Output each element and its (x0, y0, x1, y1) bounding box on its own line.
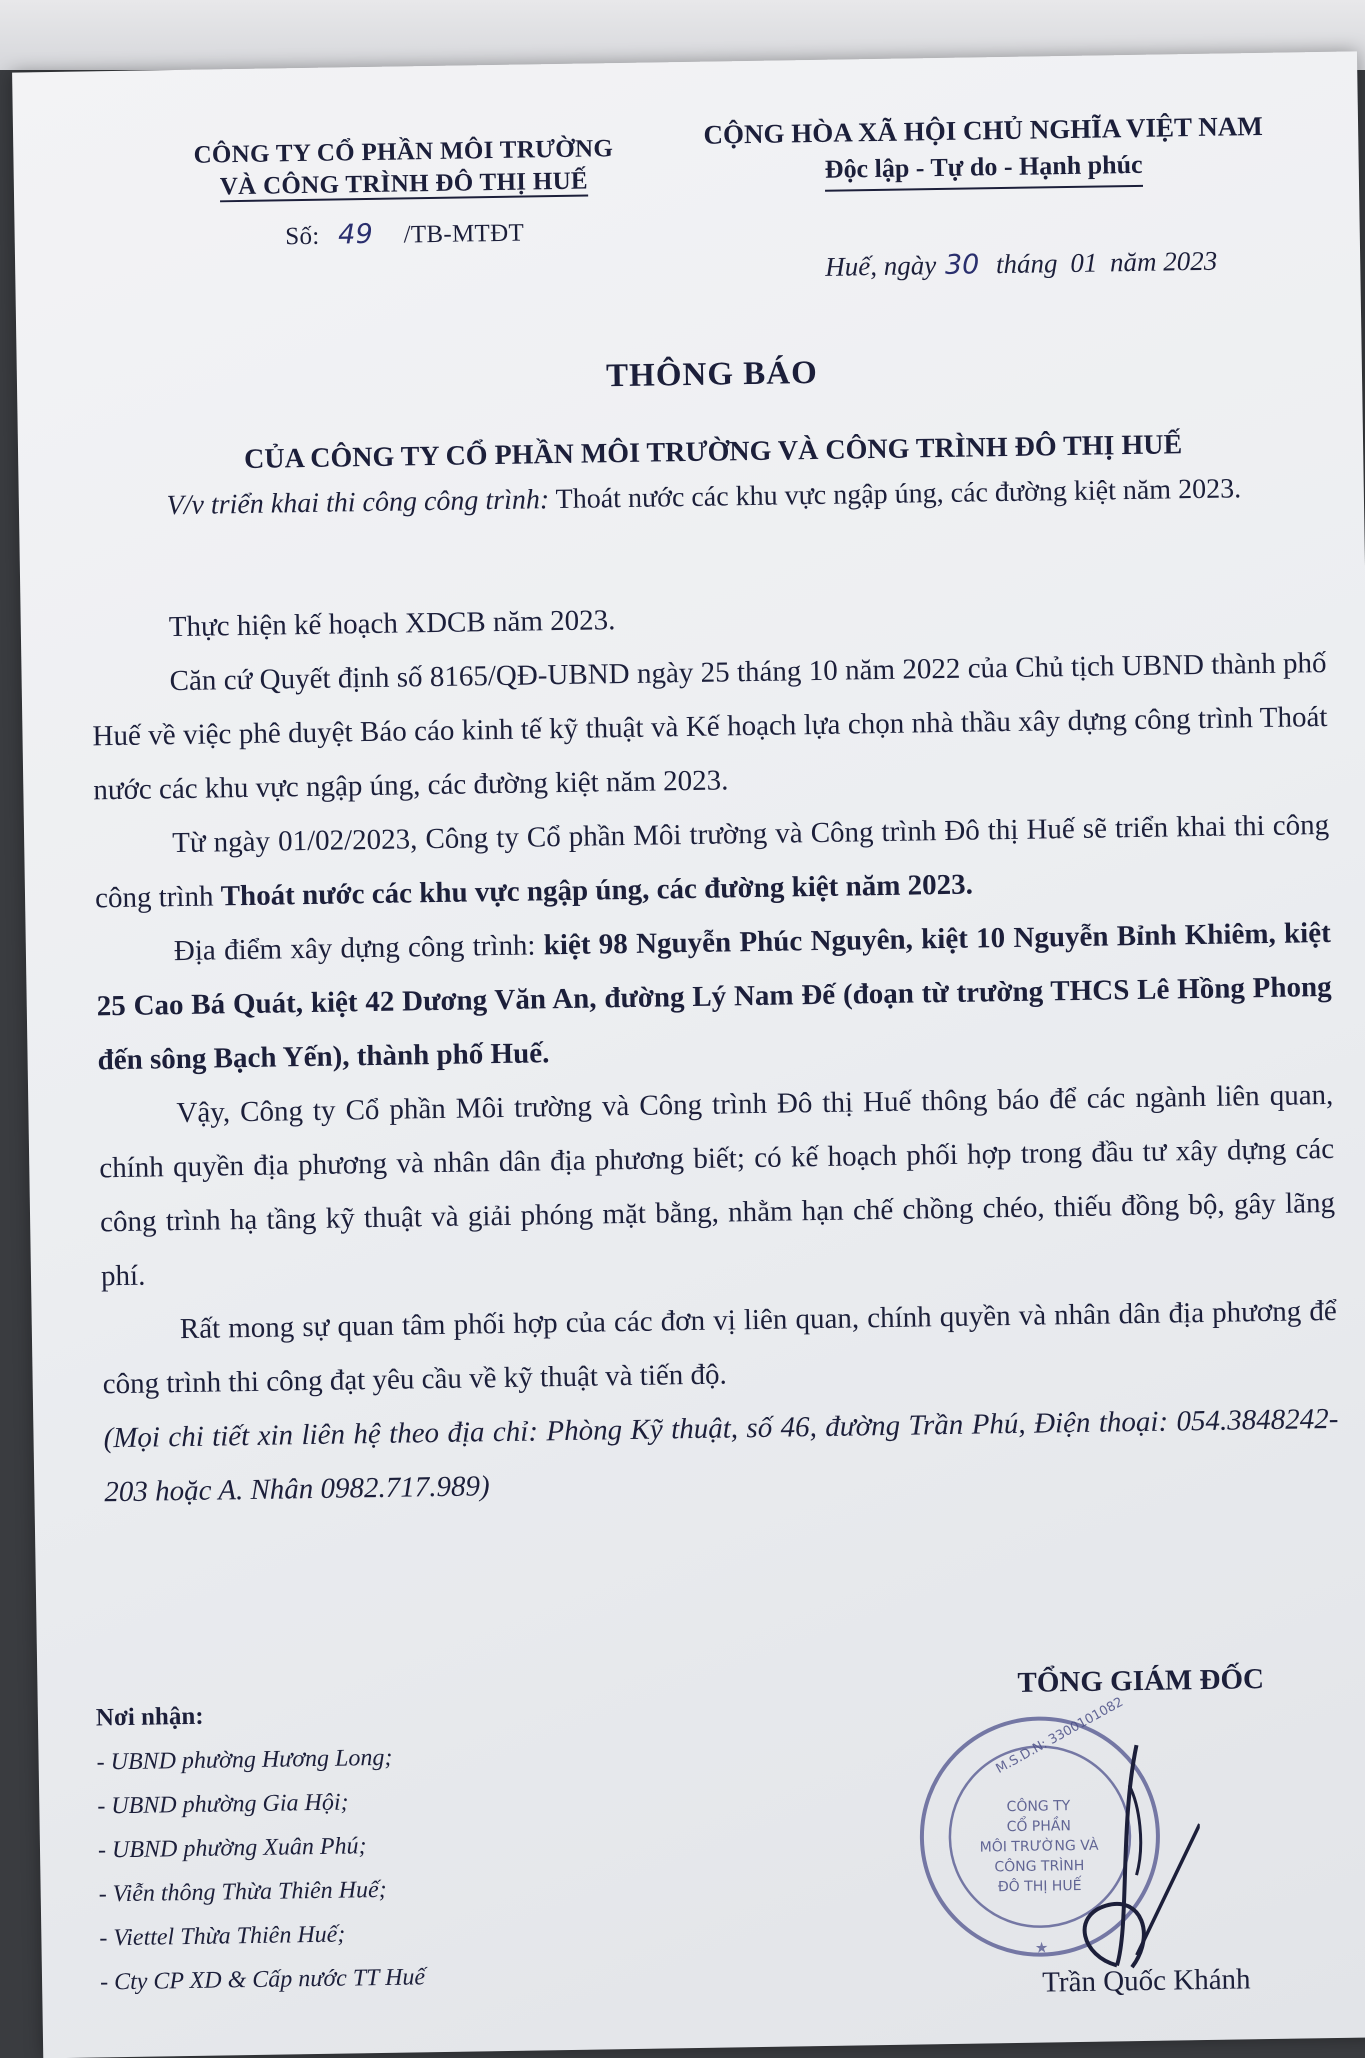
issuer-block (143, 132, 665, 255)
seal-line: CÔNG TRÌNH (994, 1857, 1085, 1876)
date-year-label: năm (1109, 246, 1157, 278)
date-month: 01 (1070, 247, 1098, 278)
project-name: Thoát nước các khu vực ngập úng, các đường kiệt năm 2023. (220, 868, 974, 913)
recipient-item: - Viettel Thừa Thiên Huế; (99, 1921, 346, 1952)
document-subtitle: CỦA CÔNG TY CỔ PHẦN MÔI TRƯỜNG VÀ CÔNG TRÌNH ĐÔ THỊ HUẾ (243, 429, 1183, 475)
national-header (663, 107, 1304, 194)
recipients-block (96, 1688, 661, 2005)
seal-line: CỔ PHẦN (1006, 1818, 1072, 1836)
seal-line: MÔI TRƯỜNG VÀ (979, 1837, 1099, 1856)
paragraph-start-date (94, 798, 1331, 925)
svg-text:★: ★ (1034, 1938, 1049, 1957)
recipient-item: - Viễn thông Thừa Thiên Huế; (98, 1876, 387, 1908)
recipients-heading: Nơi nhận: (95, 1702, 204, 1732)
contact-note: (Mọi chi tiết xin liên hệ theo địa chỉ: Phòng Kỹ thuật, số 46, đường Trần Phú, Điện thoại: 054.3848242-203 hoặc A. Nhân 0982.717.989) (103, 1402, 1339, 1509)
number-suffix: /TB-MTĐT (403, 219, 525, 249)
start-date-text: Từ ngày 01/02/2023, Công ty Cổ phần Môi trường và Công trình Đô thị Huế sẽ triển khai thi công công trình (94, 808, 1330, 915)
issuer-name-line2: VÀ CÔNG TRÌNH ĐÔ THỊ HUẾ (219, 167, 589, 201)
document-body (90, 582, 1339, 1519)
date-prefix: Huế, ngày (824, 250, 937, 282)
paragraph-plan: Thực hiện kế hoạch XDCB năm 2023. (168, 604, 616, 644)
recipient-item: - UBND phường Hương Long; (96, 1744, 393, 1776)
document-subject (109, 468, 1299, 527)
document-content (83, 82, 1339, 1999)
document-title: THÔNG BÁO (605, 354, 818, 395)
signer-role: TỔNG GIÁM ĐỐC (1017, 1663, 1265, 1699)
seal-id-text: M.S.D.N: 3300101082 (993, 1694, 1126, 1777)
paragraph-legal-basis: Căn cứ Quyết định số 8165/QĐ-UBND ngày 25 tháng 10 năm 2022 của Chủ tịch UBND thành phố Huế về việc phê duyệt Báo cáo kinh tế kỹ thuật và Kế hoạch lựa chọn nhà thầu xây dựng công trình Thoát nước các khu vực ngập úng, các đường kiệt năm 2023. (92, 646, 1328, 807)
nation-title: CỘNG HÒA XÃ HỘI CHỦ NGHĨA VIỆT NAM (703, 110, 1263, 150)
document-page (12, 51, 1365, 2058)
issue-date (825, 244, 1345, 283)
paragraph-notice: Vậy, Công ty Cổ phần Môi trường và Công trình Đô thị Huế thông báo để các ngành liên quan, chính quyền địa phương và nhân dân địa phương biết; có kế hoạch phối hợp trong đầu tư xây dựng các công trình hạ tầng kỹ thuật và giải phóng mặt bằng, nhằm hạn chế chồng chéo, thiếu đồng bộ, gây lãng phí. (99, 1078, 1336, 1293)
seal-line: ĐÔ THỊ HUẾ (997, 1877, 1082, 1896)
location-label: Địa điểm xây dựng công trình: (173, 929, 536, 968)
date-day: 30 (944, 249, 980, 281)
signer-name: Trần Quốc Khánh (1041, 1963, 1251, 1999)
recipient-item: - UBND phường Xuân Phú; (97, 1833, 367, 1864)
subject-text: Thoát nước các khu vực ngập úng, các đường kiệt năm 2023. (555, 473, 1242, 516)
seal-text (963, 1795, 1115, 1897)
paragraph-request: Rất mong sự quan tâm phối hợp của các đơn vị liên quan, chính quyền và nhân dân địa phương để công trình thi công đạt yêu cầu về kỹ thuật và tiến độ. (102, 1294, 1337, 1401)
location-list: kiệt 98 Nguyễn Phúc Nguyên, kiệt 10 Nguyễn Bỉnh Khiêm, kiệt 25 Cao Bá Quát, kiệt 42 Dương Văn An, đường Lý Nam Đế (đoạn từ trường THCS Lê Hồng Phong đến sông Bạch Yến), thành phố Huế. (96, 916, 1332, 1077)
nation-motto: Độc lập - Tự do - Hạnh phúc (825, 147, 1143, 192)
issuer-name-line1: CÔNG TY CỔ PHẦN MÔI TRƯỜNG (193, 135, 614, 169)
paragraph-location (95, 906, 1332, 1087)
document-number (144, 214, 664, 255)
recipient-item: - Cty CP XD & Cấp nước TT Huế (99, 1964, 426, 1996)
date-month-label: tháng (995, 248, 1058, 280)
subject-label: V/v triển khai thi công công trình: (166, 484, 550, 522)
date-year: 2023 (1163, 245, 1218, 277)
seal-line: CÔNG TY (1006, 1798, 1071, 1816)
recipient-item: - UBND phường Gia Hội; (97, 1789, 349, 1820)
signature-block (897, 1662, 1363, 2029)
number-prefix: Số: (285, 222, 320, 251)
number-value: 49 (337, 218, 374, 251)
